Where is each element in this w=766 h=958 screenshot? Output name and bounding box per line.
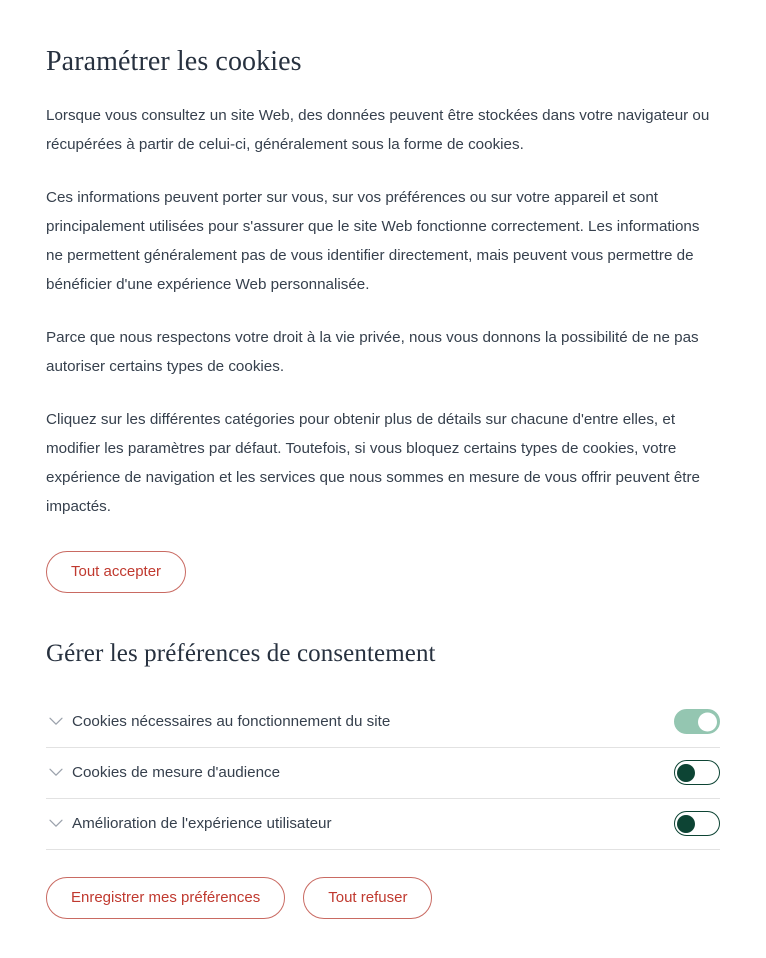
chevron-down-icon bbox=[46, 814, 66, 834]
preferences-list bbox=[46, 697, 720, 850]
accept-all-button[interactable]: Tout accepter bbox=[46, 551, 186, 593]
intro-paragraph-4: Cliquez sur les différentes catégories pour obtenir plus de détails sur chacune d'entre elles, et modifier les paramètres par défaut. Toutefois, si vous bloquez certains types de cookies, votre expérience de navigation et les services que nous sommes en mesure de vous offrir peuvent être impactés. bbox=[46, 410, 700, 515]
preference-label: Cookies nécessaires au fonctionnement du site bbox=[72, 713, 391, 730]
page-title: Paramétrer les cookies bbox=[46, 46, 302, 77]
toggle-necessary-cookies bbox=[674, 709, 720, 734]
intro-text bbox=[46, 101, 720, 521]
preference-expand-necessary[interactable] bbox=[46, 712, 674, 732]
toggle-knob bbox=[698, 712, 717, 731]
preference-label: Cookies de mesure d'audience bbox=[72, 764, 281, 781]
intro-paragraph-3: Parce que nous respectons votre droit à la vie privée, nous vous donnons la possibilité de ne pas autoriser certains types de cookies. bbox=[46, 328, 699, 375]
chevron-down-icon bbox=[46, 712, 66, 732]
toggle-analytics-cookies[interactable] bbox=[674, 760, 720, 785]
preference-label: Amélioration de l'expérience utilisateur bbox=[72, 815, 332, 832]
footer-actions bbox=[46, 877, 720, 919]
preference-row-experience[interactable] bbox=[46, 799, 720, 850]
intro-paragraph-1: Lorsque vous consultez un site Web, des données peuvent être stockées dans votre navigateur ou récupérées à partir de celui-ci, généralement sous la forme de cookies. bbox=[46, 106, 710, 153]
toggle-experience-cookies[interactable] bbox=[674, 811, 720, 836]
preference-row-necessary[interactable] bbox=[46, 697, 720, 748]
toggle-knob bbox=[677, 764, 695, 782]
manage-preferences-heading: Gérer les préférences de consentement bbox=[46, 639, 436, 667]
preference-expand-experience[interactable] bbox=[46, 814, 674, 834]
toggle-knob bbox=[677, 815, 695, 833]
intro-paragraph-2: Ces informations peuvent porter sur vous, sur vos préférences ou sur votre appareil et sont principalement utilisées pour s'assurer que le site Web fonctionne correctement. Les informations ne permettent généralement pas de vous identifier directement, mais peuvent vous permettre de bénéficier d'une expérience Web personnalisée. bbox=[46, 188, 700, 293]
preference-row-analytics[interactable] bbox=[46, 748, 720, 799]
preference-expand-analytics[interactable] bbox=[46, 763, 674, 783]
reject-all-button[interactable]: Tout refuser bbox=[303, 877, 432, 919]
accept-all-row bbox=[46, 551, 720, 593]
chevron-down-icon bbox=[46, 763, 66, 783]
save-preferences-button[interactable]: Enregistrer mes préférences bbox=[46, 877, 285, 919]
